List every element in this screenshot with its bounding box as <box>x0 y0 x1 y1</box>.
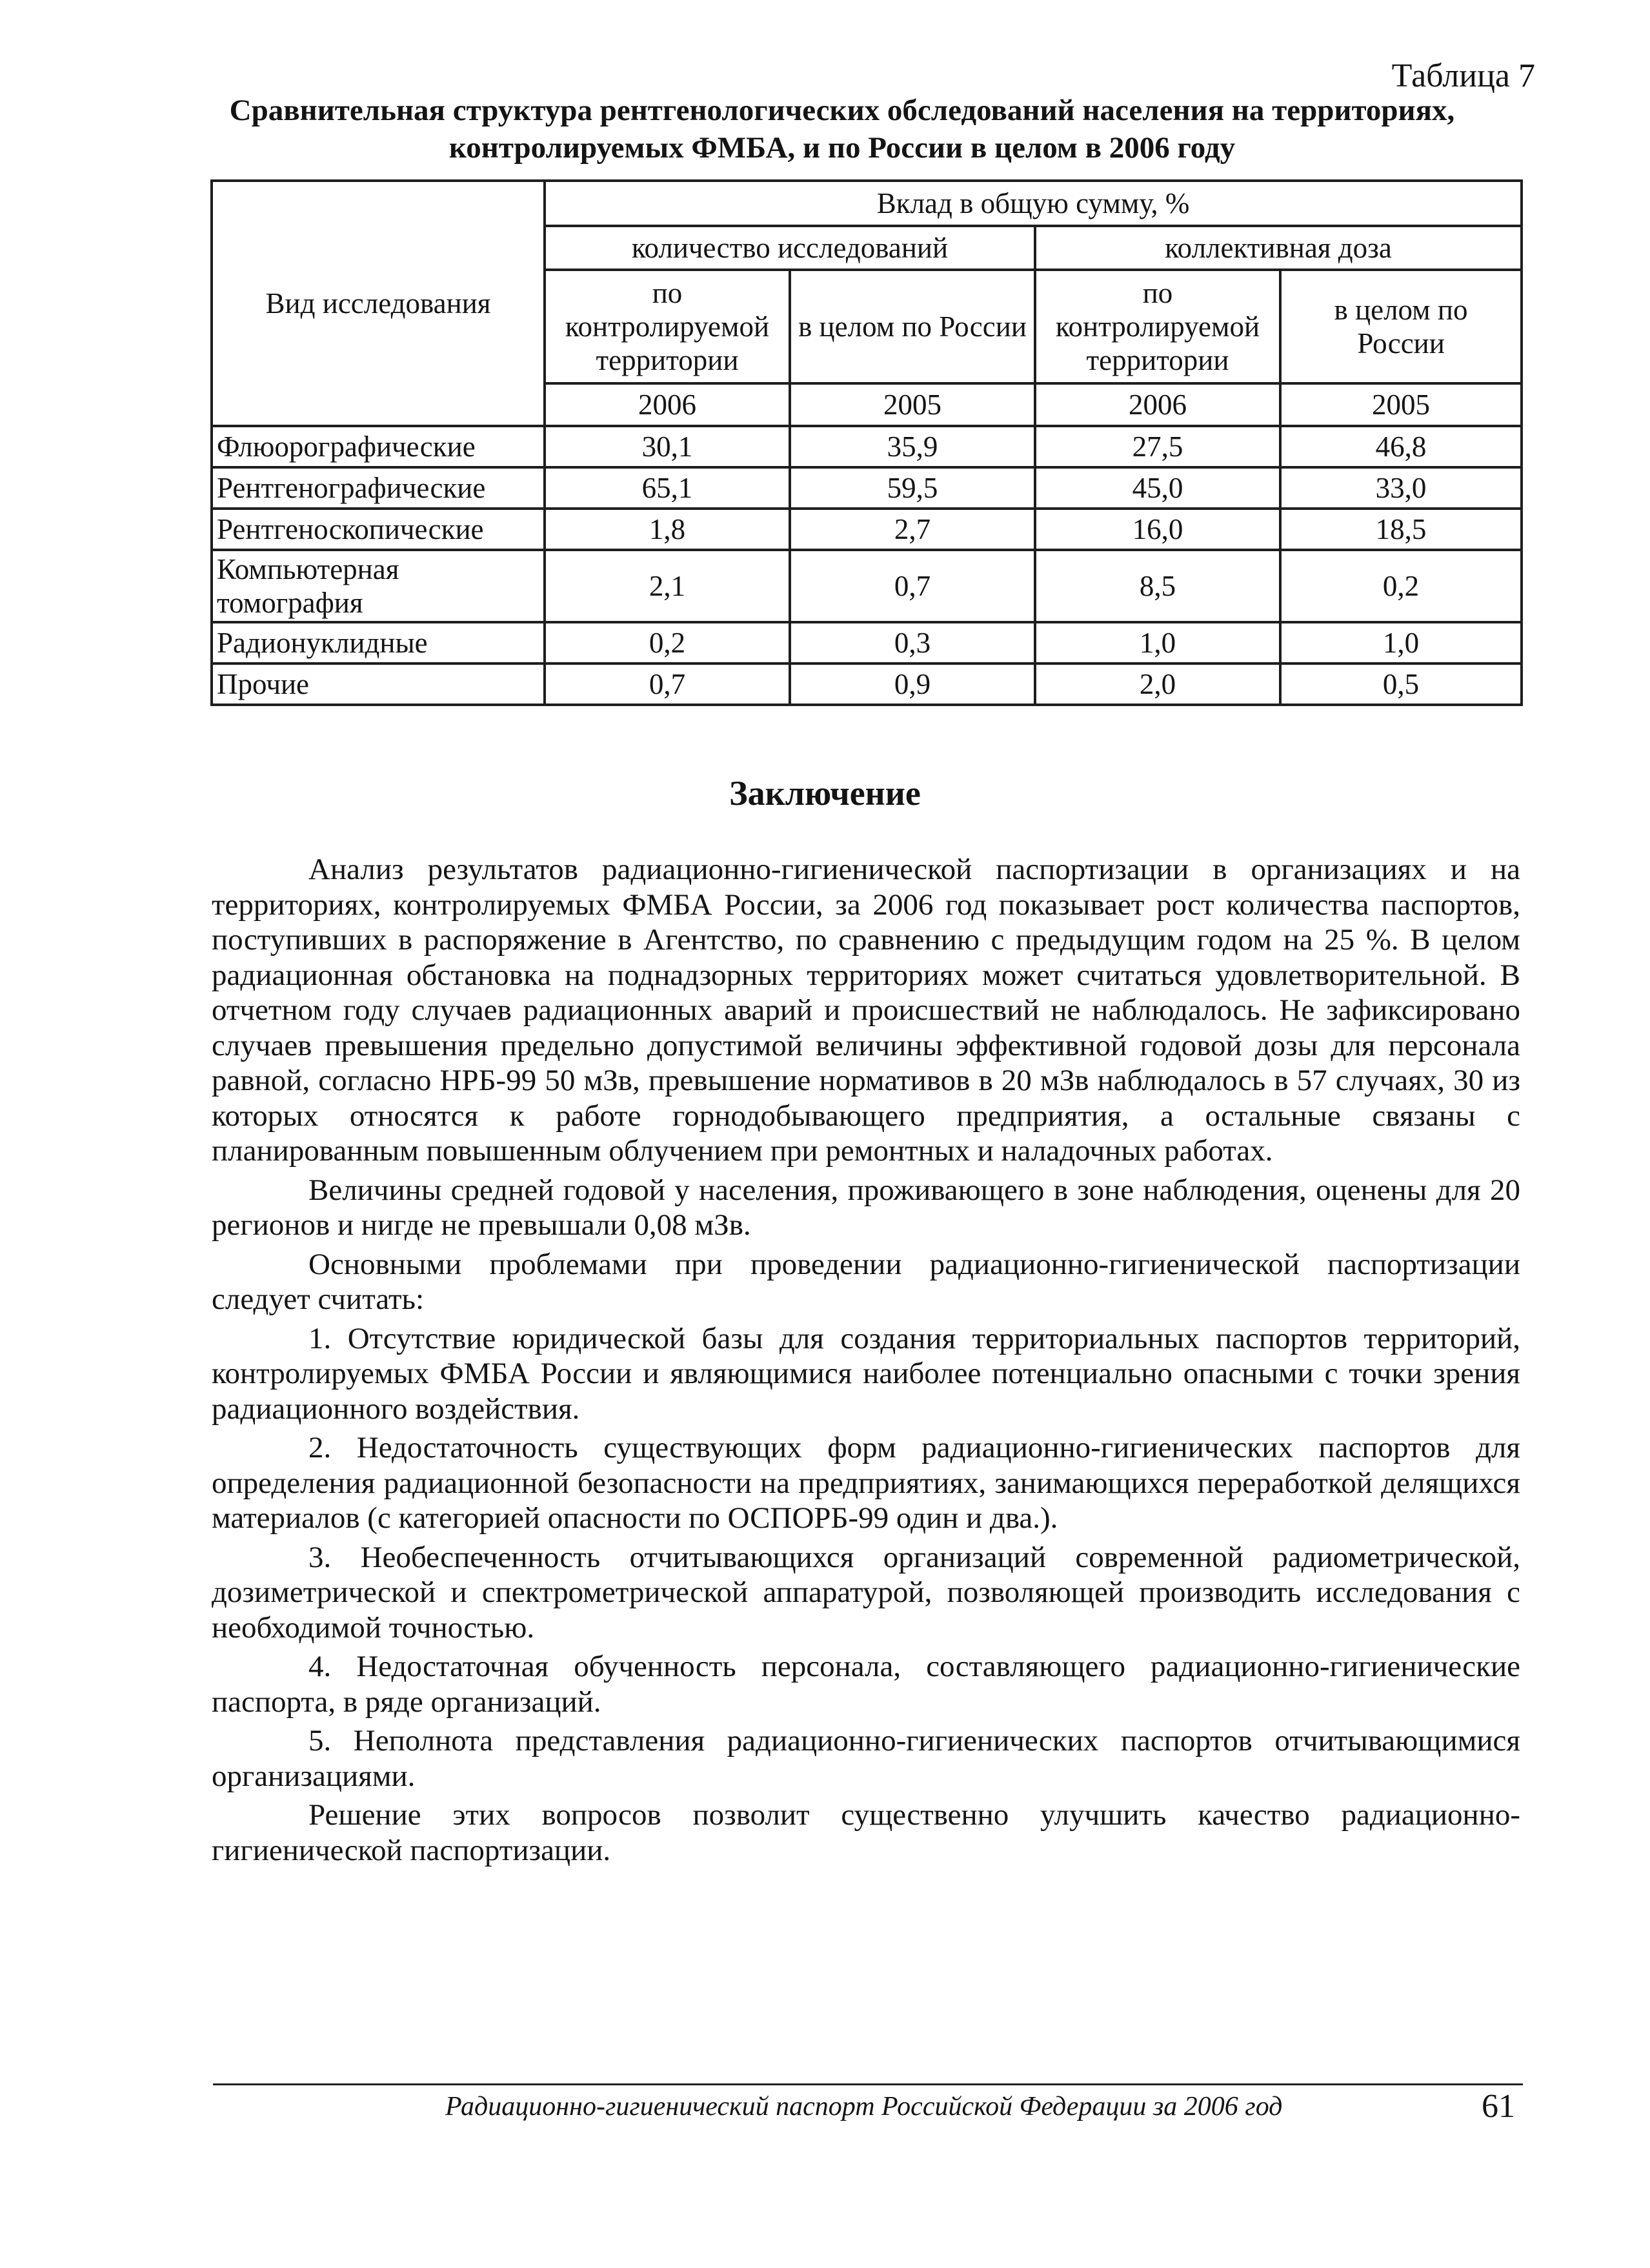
table-cell: 1,0 <box>1035 622 1280 663</box>
subheader-controlled: по контролируемой территории <box>545 270 790 383</box>
table-cell: 2,0 <box>1035 663 1280 705</box>
table-caption: Таблица 7 <box>1391 57 1535 94</box>
table-cell: 0,7 <box>545 663 790 705</box>
table-cell: 0,9 <box>790 663 1035 705</box>
row-name: Флюорографические <box>212 426 545 467</box>
table-cell: 33,0 <box>1280 467 1522 509</box>
conclusion-heading: Заключение <box>729 774 921 813</box>
header-type: Вид исследования <box>212 181 545 426</box>
table-title-line-1: Сравнительная структура рентгенологических обследований населения на территориях, <box>229 94 1455 127</box>
table-row <box>212 663 1522 705</box>
subheader-russia: в целом по России <box>1280 270 1522 383</box>
table-cell: 0,3 <box>790 622 1035 663</box>
page-number: 61 <box>1482 2088 1515 2125</box>
table-title <box>213 92 1471 167</box>
row-name: Компьютерная томография <box>212 550 545 622</box>
table-cell: 2,7 <box>790 509 1035 550</box>
numbered-item: 3. Необеспеченность отчитывающихся организаций современной радиометрической, дозиметрической и спектрометрической аппаратурой, позволяющей производить исследования с необходимой точностью. <box>212 1540 1520 1645</box>
row-name: Рентгеноскопические <box>212 509 545 550</box>
table-cell: 27,5 <box>1035 426 1280 467</box>
table-cell: 2,1 <box>545 550 790 622</box>
year-header: 2005 <box>790 383 1035 426</box>
table-cell: 65,1 <box>545 467 790 509</box>
table-row <box>212 467 1522 509</box>
table-cell: 16,0 <box>1035 509 1280 550</box>
row-name: Рентгенографические <box>212 467 545 509</box>
table-cell: 59,5 <box>790 467 1035 509</box>
footer-title: Радиационно-гигиенический паспорт Российской Федерации за 2006 год <box>445 2092 1283 2121</box>
subheader-russia: в целом по России <box>790 270 1035 383</box>
footer-rule <box>213 2083 1523 2085</box>
table-cell: 0,7 <box>790 550 1035 622</box>
table-row <box>212 426 1522 467</box>
table-cell: 0,2 <box>545 622 790 663</box>
table-row <box>212 550 1522 622</box>
numbered-item: 4. Недостаточная обученность персонала, составляющего радиационно-гигиенические паспорта, в ряде организаций. <box>212 1650 1520 1719</box>
comparison-table <box>210 179 1523 706</box>
table-cell: 45,0 <box>1035 467 1280 509</box>
year-header: 2006 <box>1035 383 1280 426</box>
year-header: 2005 <box>1280 383 1522 426</box>
header-dose: коллективная доза <box>1035 226 1522 270</box>
table-cell: 18,5 <box>1280 509 1522 550</box>
paragraph: Величины средней годовой у населения, проживающего в зоне наблюдения, оценены для 20 регионов и нигде не превышали 0,08 мЗв. <box>212 1173 1520 1242</box>
paragraph: Основными проблемами при проведении радиационно-гигиенической паспортизации следует считать: <box>212 1247 1520 1316</box>
table-cell: 46,8 <box>1280 426 1522 467</box>
table-cell: 0,2 <box>1280 550 1522 622</box>
table-cell: 1,8 <box>545 509 790 550</box>
conclusion-body <box>212 852 1520 1872</box>
table-row <box>212 509 1522 550</box>
table-cell: 35,9 <box>790 426 1035 467</box>
table-title-line-2: контролируемых ФМБА, и по России в целом в 2006 году <box>448 131 1236 165</box>
paragraph: Анализ результатов радиационно-гигиенической паспортизации в организациях и на территориях, контролируемых ФМБА России, за 2006 год показывает рост количества паспортов, поступивших в распоряжение в Агентство, по сравнению с предыдущим годом на 25 %. В целом радиационная обстановка на поднадзорных территориях может считаться удовлетворительной. В отчетном году случаев радиационных аварий и происшествий не наблюдалось. Не зафиксировано случаев превышения предельно допустимой величины эффективной годовой дозы для персонала равной, согласно НРБ-99 50 мЗв, превышение нормативов в 20 мЗв наблюдалось в 57 случаях, 30 из которых относятся к работе горнодобывающего предприятия, а остальные связаны с планированным повышенным облучением при ремонтных и наладочных работах. <box>212 853 1520 1168</box>
subheader-controlled: по контролируемой территории <box>1035 270 1280 383</box>
row-name: Радионуклидные <box>212 622 545 663</box>
header-contribution: Вклад в общую сумму, % <box>545 181 1522 226</box>
header-count: количество исследований <box>545 226 1035 270</box>
table-row <box>212 622 1522 663</box>
table-cell: 8,5 <box>1035 550 1280 622</box>
numbered-item: 5. Неполнота представления радиационно-гигиенических паспортов отчитывающимися организациями. <box>212 1724 1520 1793</box>
year-header: 2006 <box>545 383 790 426</box>
row-name: Прочие <box>212 663 545 705</box>
numbered-item: 2. Недостаточность существующих форм радиационно-гигиенических паспортов для определения радиационной безопасности на предприятиях, занимающихся переработкой делящихся материалов (с категорией опасности по ОСПОРБ-99 один и два.). <box>212 1431 1520 1535</box>
table-cell: 0,5 <box>1280 663 1522 705</box>
table-cell: 30,1 <box>545 426 790 467</box>
paragraph: Решение этих вопросов позволит существенно улучшить качество радиационно-гигиенической паспортизации. <box>212 1798 1520 1867</box>
numbered-item: 1. Отсутствие юридической базы для создания территориальных паспортов территорий, контролируемых ФМБА России и являющимися наиболее потенциально опасными с точки зрения радиационного воздействия. <box>212 1321 1520 1426</box>
table-cell: 1,0 <box>1280 622 1522 663</box>
